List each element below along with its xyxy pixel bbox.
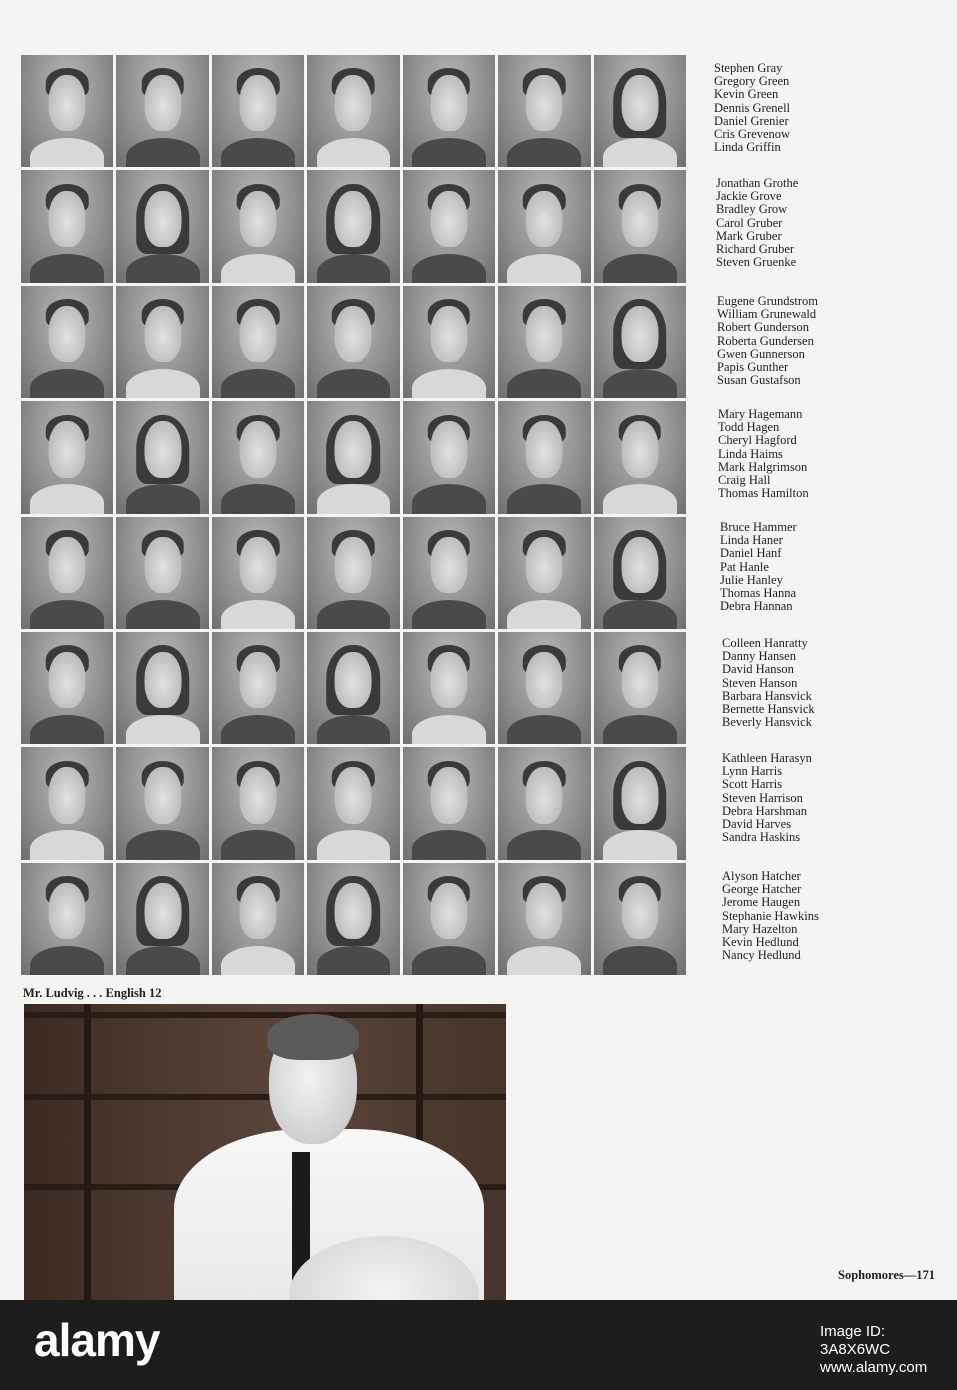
portrait-face [144,191,181,247]
portrait-shoulders [412,369,486,398]
portrait-face [621,883,658,939]
student-name: Roberta Gundersen [717,333,814,348]
portrait-face [526,652,563,708]
portrait-face [621,75,658,131]
portrait-shoulders [30,600,104,629]
student-name: Alyson Hatcher [722,869,801,883]
student-portrait [594,632,686,744]
student-portrait [307,517,399,629]
student-portrait [594,401,686,513]
student-name: Mark Gruber [716,228,782,243]
portrait-face [526,306,563,362]
name-group [714,62,790,154]
portrait-face [526,883,563,939]
portrait-face [144,75,181,131]
alamy-logo: alamy [34,1314,160,1366]
portrait-face [526,537,563,593]
student-portrait [403,863,495,975]
student-name: Steven Gruenke [716,255,797,270]
student-portrait [212,517,304,629]
portrait-face [240,652,277,708]
portrait-face [430,883,467,939]
site-url: www.alamy.com [820,1359,928,1376]
student-portrait [212,286,304,398]
portrait-face [335,537,372,593]
student-portrait [21,632,113,744]
portrait-face [526,191,563,247]
portrait-shoulders [317,138,391,167]
student-portrait [498,55,590,167]
portrait-shoulders [221,254,295,283]
student-portrait [116,401,208,513]
name-group [716,177,798,269]
portrait-shoulders [507,369,581,398]
student-name: Jerome Haugen [722,895,801,910]
student-name: Craig Hall [718,473,771,488]
name-group [722,637,815,729]
student-name: Steven Hanson [722,675,798,690]
portrait-face [49,75,86,131]
portrait-face [621,767,658,823]
student-name: Linda Haims [718,446,783,461]
student-portrait [307,170,399,282]
portrait-shoulders [412,138,486,167]
student-name: Mary Hagemann [718,407,803,421]
portrait-shoulders [603,484,677,513]
student-name: Thomas Hanna [720,586,797,601]
portrait-face [430,767,467,823]
portrait-shoulders [221,600,295,629]
portrait-shoulders [603,715,677,744]
page-number: Sophomores—171 [838,1268,936,1282]
student-portrait [403,401,495,513]
student-name: Daniel Hanf [720,546,782,561]
student-portrait [307,747,399,859]
student-portrait [21,401,113,513]
portrait-shoulders [603,138,677,167]
student-portrait [21,170,113,282]
portrait-face [430,191,467,247]
student-name: Beverly Hansvick [722,715,812,730]
student-portrait [498,517,590,629]
image-id: Image ID: 3A8X6WC [820,1323,891,1358]
student-name: Stephanie Hawkins [722,908,819,923]
portrait-shoulders [412,600,486,629]
student-portrait [403,170,495,282]
student-portrait [594,286,686,398]
portrait-face [144,421,181,477]
student-name: Jackie Grove [716,189,782,204]
portrait-face [144,883,181,939]
portrait-shoulders [126,830,200,859]
student-portrait [212,863,304,975]
portrait-face [335,306,372,362]
portrait-face [430,537,467,593]
student-name: Jonathan Grothe [716,176,799,190]
student-name: Richard Gruber [716,242,795,257]
shelf [24,1094,506,1100]
student-portrait [594,170,686,282]
portrait-face [621,421,658,477]
portrait-face [430,75,467,131]
portrait-shoulders [507,600,581,629]
student-portrait [594,517,686,629]
portrait-face [335,767,372,823]
student-name: Mary Hazelton [722,921,798,936]
student-photo-grid [21,55,686,975]
student-name: Cheryl Hagford [718,433,797,448]
portrait-shoulders [126,484,200,513]
name-group [718,408,809,500]
student-portrait [498,747,590,859]
student-name: Scott Harris [722,777,783,792]
portrait-shoulders [221,138,295,167]
portrait-shoulders [30,484,104,513]
portrait-shoulders [30,138,104,167]
portrait-shoulders [603,369,677,398]
student-portrait [116,632,208,744]
student-name: Robert Gunderson [717,320,809,335]
student-portrait [212,747,304,859]
teacher-caption: Mr. Ludvig . . . English 12 [23,986,162,1000]
student-portrait [403,55,495,167]
student-name: Bernette Hansvick [722,702,815,717]
teacher-photo [24,1004,506,1300]
portrait-shoulders [412,254,486,283]
student-portrait [21,517,113,629]
portrait-face [144,767,181,823]
portrait-face [144,537,181,593]
student-portrait [498,863,590,975]
student-portrait [594,55,686,167]
student-name: Stephen Gray [714,61,783,75]
portrait-shoulders [30,946,104,975]
student-portrait [116,517,208,629]
portrait-face [621,191,658,247]
portrait-shoulders [317,369,391,398]
student-name: Gwen Gunnerson [717,346,805,361]
student-name: Mark Halgrimson [718,459,808,474]
name-group [722,752,812,844]
portrait-face [240,75,277,131]
image-id-block [820,1323,957,1377]
portrait-face [621,306,658,362]
portrait-face [240,421,277,477]
portrait-face [621,537,658,593]
student-name: Steven Harrison [722,790,803,805]
portrait-face [621,652,658,708]
student-portrait [498,286,590,398]
student-portrait [116,747,208,859]
portrait-shoulders [412,715,486,744]
portrait-face [430,421,467,477]
student-name: Colleen Hanratty [722,636,808,650]
student-portrait [212,55,304,167]
portrait-shoulders [603,254,677,283]
portrait-shoulders [317,600,391,629]
student-portrait [307,632,399,744]
portrait-face [49,191,86,247]
student-name: Sandra Haskins [722,830,801,845]
shelf-post [84,1004,91,1300]
student-portrait [498,401,590,513]
student-name: Dennis Grenell [714,100,791,115]
student-name: Linda Griffin [714,140,781,155]
student-portrait [594,863,686,975]
student-name: Kevin Green [714,87,779,102]
student-name: Susan Gustafson [717,373,801,388]
student-name: Carol Gruber [716,215,783,230]
portrait-face [144,652,181,708]
student-name: David Harves [722,817,792,832]
portrait-shoulders [412,484,486,513]
student-portrait [21,286,113,398]
student-portrait [116,55,208,167]
portrait-shoulders [221,484,295,513]
student-name: Lynn Harris [722,764,783,779]
portrait-face [430,652,467,708]
portrait-shoulders [30,830,104,859]
student-name: Nancy Hedlund [722,948,801,963]
portrait-shoulders [412,830,486,859]
student-portrait [21,747,113,859]
student-name: Kevin Hedlund [722,935,799,950]
portrait-shoulders [507,946,581,975]
student-name: Pat Hanle [720,559,769,574]
student-portrait [307,55,399,167]
portrait-shoulders [30,254,104,283]
student-name: David Hanson [722,662,794,677]
portrait-shoulders [126,369,200,398]
student-portrait [212,632,304,744]
portrait-face [49,883,86,939]
portrait-shoulders [126,254,200,283]
portrait-face [335,883,372,939]
portrait-face [49,421,86,477]
student-portrait [403,517,495,629]
portrait-shoulders [221,715,295,744]
name-group [722,870,819,962]
portrait-shoulders [126,600,200,629]
student-name: Todd Hagen [718,420,780,435]
portrait-shoulders [507,484,581,513]
portrait-shoulders [507,254,581,283]
student-portrait [116,286,208,398]
portrait-shoulders [317,715,391,744]
student-portrait [307,286,399,398]
portrait-face [49,652,86,708]
student-name: Bruce Hammer [720,520,797,534]
portrait-face [430,306,467,362]
student-portrait [498,632,590,744]
student-portrait [212,401,304,513]
student-name: Kathleen Harasyn [722,751,812,765]
student-portrait [403,286,495,398]
name-group [717,295,818,387]
portrait-shoulders [126,138,200,167]
portrait-face [144,306,181,362]
portrait-shoulders [221,369,295,398]
teacher-hair [267,1014,359,1060]
portrait-face [240,191,277,247]
portrait-face [240,767,277,823]
student-portrait [403,747,495,859]
portrait-shoulders [603,830,677,859]
portrait-face [240,537,277,593]
student-name: Gregory Green [714,74,790,89]
portrait-face [335,421,372,477]
portrait-shoulders [317,254,391,283]
portrait-shoulders [507,715,581,744]
portrait-face [335,652,372,708]
student-name: Cris Grevenow [714,127,791,142]
portrait-face [49,537,86,593]
student-name: Papis Gunther [717,360,789,375]
student-name: William Grunewald [717,307,817,322]
portrait-shoulders [317,830,391,859]
portrait-shoulders [126,946,200,975]
student-portrait [307,863,399,975]
portrait-shoulders [412,946,486,975]
student-portrait [116,170,208,282]
portrait-shoulders [603,946,677,975]
portrait-face [526,767,563,823]
student-name: Danny Hansen [722,649,796,664]
portrait-shoulders [317,946,391,975]
student-name: Bradley Grow [716,202,788,217]
student-portrait [498,170,590,282]
student-name: Eugene Grundstrom [717,294,819,308]
student-portrait [21,863,113,975]
portrait-shoulders [221,946,295,975]
portrait-shoulders [603,600,677,629]
student-portrait [307,401,399,513]
portrait-face [240,306,277,362]
portrait-shoulders [30,369,104,398]
portrait-face [335,75,372,131]
student-portrait [116,863,208,975]
student-name: Debra Harshman [722,803,808,818]
student-name: Julie Hanley [720,572,783,587]
student-portrait [403,632,495,744]
portrait-face [335,191,372,247]
portrait-shoulders [507,138,581,167]
portrait-face [49,767,86,823]
portrait-shoulders [126,715,200,744]
student-portrait [594,747,686,859]
student-name: Linda Haner [720,533,783,548]
portrait-shoulders [317,484,391,513]
portrait-face [240,883,277,939]
portrait-face [526,421,563,477]
portrait-shoulders [507,830,581,859]
student-portrait [21,55,113,167]
student-name: Debra Hannan [720,599,793,614]
portrait-face [49,306,86,362]
student-portrait [212,170,304,282]
student-name: Daniel Grenier [714,113,789,128]
portrait-shoulders [221,830,295,859]
shelf [24,1012,506,1018]
student-name: Thomas Hamilton [718,486,809,501]
student-name: George Hatcher [722,882,802,897]
portrait-face [526,75,563,131]
student-name: Barbara Hansvick [722,688,812,703]
portrait-shoulders [30,715,104,744]
name-group [720,521,797,613]
